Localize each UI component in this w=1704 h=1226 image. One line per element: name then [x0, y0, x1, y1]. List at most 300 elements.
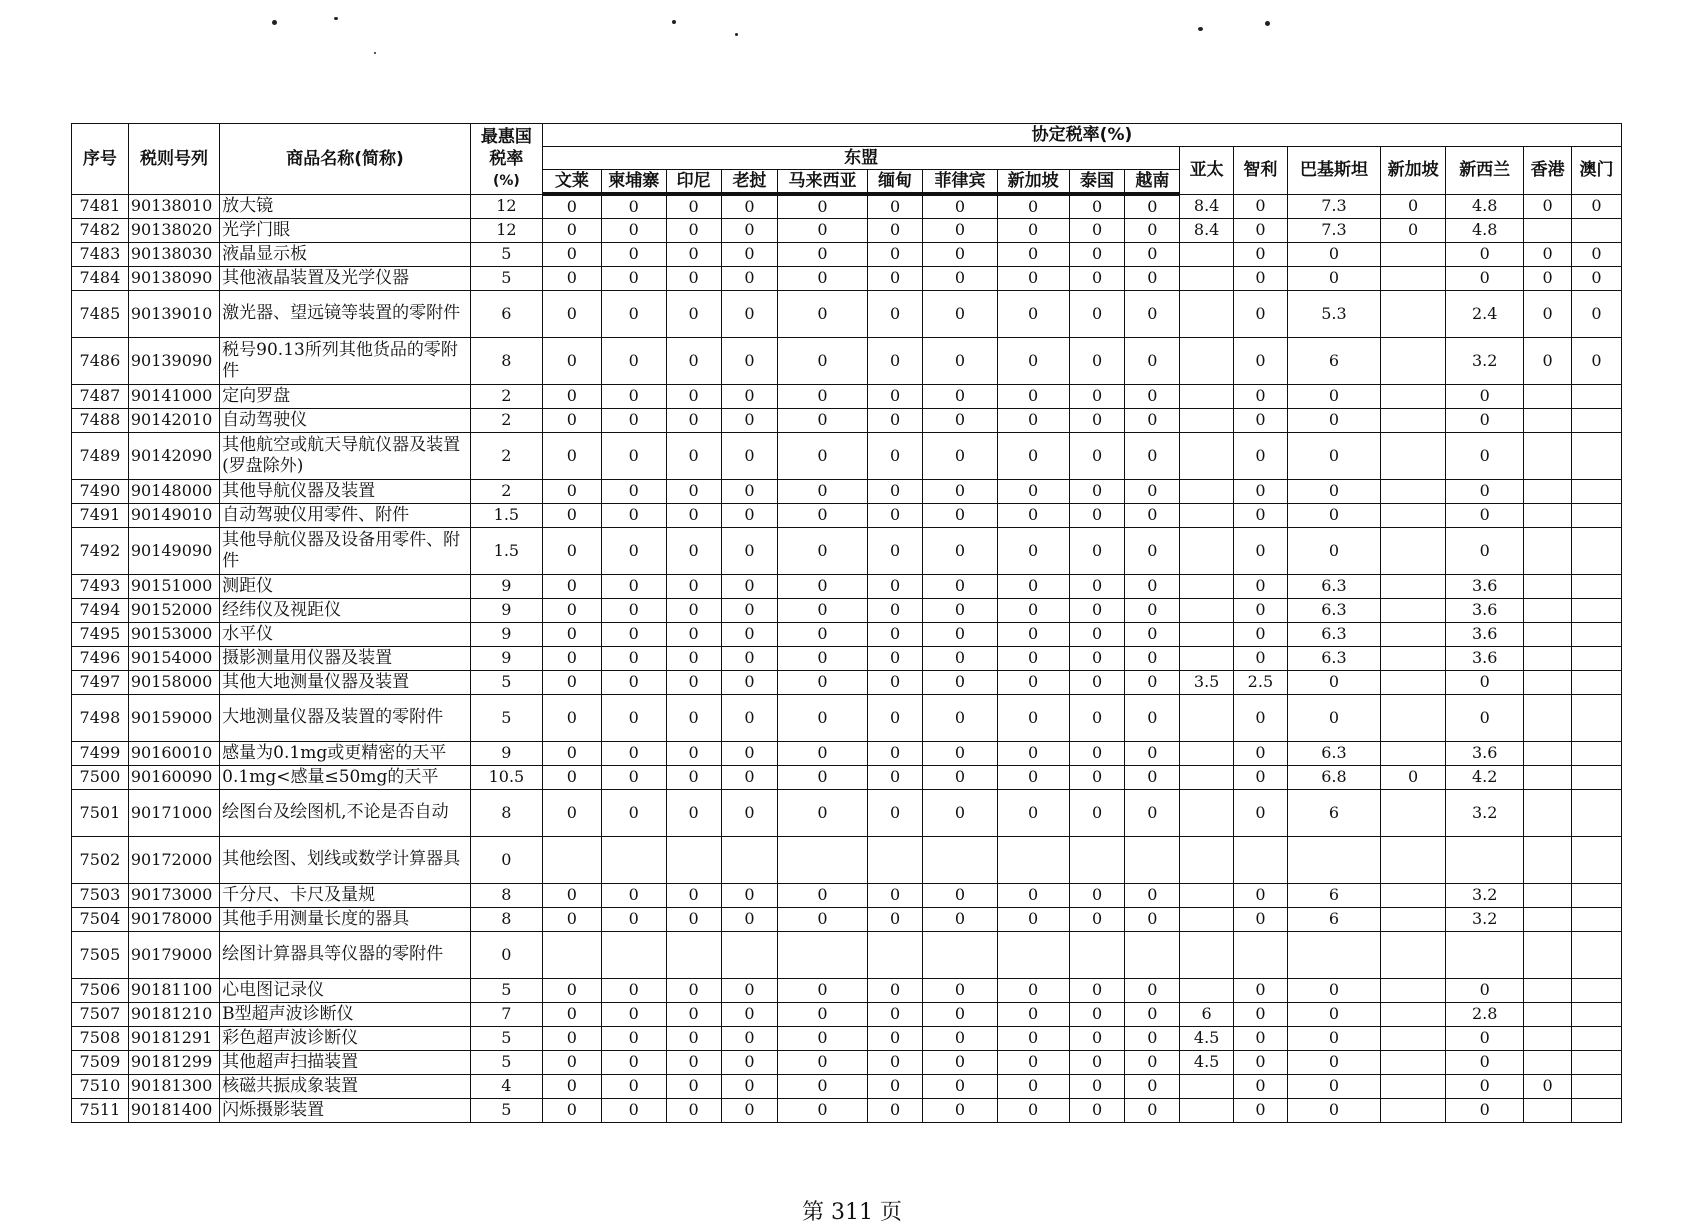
cell-agreement-rate — [1571, 646, 1621, 670]
cell-asean-rate: 0 — [923, 1002, 997, 1026]
cell-asean-rate: 0 — [1125, 694, 1180, 741]
cell-name: 液晶显示板 — [220, 242, 471, 266]
cell-agreement-rate: 0 — [1234, 907, 1288, 931]
cell-agreement-rate — [1524, 1026, 1572, 1050]
cell-asean-rate: 0 — [601, 527, 666, 574]
cell-mfn: 0 — [470, 836, 542, 883]
header-mfn-line3: (%) — [492, 172, 520, 189]
cell-agreement-rate: 0 — [1571, 290, 1621, 337]
cell-agreement-rate: 0 — [1446, 503, 1524, 527]
cell-asean-rate: 0 — [997, 646, 1069, 670]
cell-asean-rate: 0 — [997, 194, 1069, 218]
cell-agreement-rate: 0 — [1446, 978, 1524, 1002]
cell-mfn: 2 — [470, 432, 542, 479]
cell-seq: 7497 — [72, 670, 129, 694]
cell-agreement-rate — [1524, 646, 1572, 670]
cell-asean-rate: 0 — [601, 266, 666, 290]
cell-agreement-rate: 3.6 — [1446, 574, 1524, 598]
scan-speck — [672, 20, 676, 24]
cell-name: 其他导航仪器及设备用零件、附件 — [220, 527, 471, 574]
cell-agreement-rate: 3.2 — [1446, 883, 1524, 907]
cell-asean-rate — [666, 836, 721, 883]
cell-agreement-rate — [1571, 836, 1621, 883]
cell-code: 90148000 — [128, 479, 219, 503]
cell-asean-rate: 0 — [721, 1050, 778, 1074]
cell-agreement-rate — [1524, 408, 1572, 432]
cell-asean-rate: 0 — [1125, 266, 1180, 290]
header-asean-singapore: 新加坡 — [997, 170, 1069, 195]
cell-asean-rate: 0 — [666, 1098, 721, 1122]
cell-code: 90154000 — [128, 646, 219, 670]
cell-agreement-rate: 0 — [1524, 194, 1572, 218]
table-row — [72, 1026, 1622, 1050]
cell-name: 定向罗盘 — [220, 384, 471, 408]
cell-agreement-rate: 3.2 — [1446, 907, 1524, 931]
cell-asean-rate: 0 — [778, 384, 867, 408]
cell-asean-rate: 0 — [666, 1002, 721, 1026]
cell-asean-rate — [867, 836, 923, 883]
cell-asean-rate: 0 — [997, 408, 1069, 432]
cell-asean-rate: 0 — [601, 765, 666, 789]
cell-agreement-rate — [1446, 931, 1524, 978]
cell-agreement-rate — [1381, 384, 1446, 408]
cell-agreement-rate — [1524, 765, 1572, 789]
cell-code: 90139010 — [128, 290, 219, 337]
cell-agreement-rate — [1180, 266, 1234, 290]
cell-mfn: 5 — [470, 1098, 542, 1122]
cell-seq: 7503 — [72, 883, 129, 907]
cell-asean-rate: 0 — [923, 266, 997, 290]
cell-asean-rate: 0 — [778, 741, 867, 765]
cell-asean-rate: 0 — [601, 1002, 666, 1026]
cell-agreement-rate — [1524, 978, 1572, 1002]
table-row — [72, 1074, 1622, 1098]
cell-agreement-rate — [1381, 479, 1446, 503]
cell-asean-rate: 0 — [721, 479, 778, 503]
cell-name: B型超声波诊断仪 — [220, 1002, 471, 1026]
cell-agreement-rate: 0 — [1571, 194, 1621, 218]
cell-asean-rate: 0 — [867, 765, 923, 789]
cell-asean-rate: 0 — [778, 242, 867, 266]
cell-asean-rate: 0 — [778, 1002, 867, 1026]
cell-agreement-rate — [1180, 337, 1234, 384]
cell-asean-rate: 0 — [923, 337, 997, 384]
table-row — [72, 194, 1622, 218]
cell-seq: 7505 — [72, 931, 129, 978]
cell-code: 90151000 — [128, 574, 219, 598]
cell-seq: 7483 — [72, 242, 129, 266]
header-asean-myanmar: 缅甸 — [867, 170, 923, 195]
cell-mfn: 8 — [470, 789, 542, 836]
cell-agreement-rate: 0 — [1234, 646, 1288, 670]
cell-agreement-rate: 0 — [1234, 432, 1288, 479]
cell-agreement-rate — [1524, 432, 1572, 479]
cell-asean-rate: 0 — [1125, 384, 1180, 408]
cell-asean-rate: 0 — [542, 1074, 601, 1098]
cell-agreement-rate — [1571, 931, 1621, 978]
cell-agreement-rate: 0 — [1234, 527, 1288, 574]
cell-asean-rate: 0 — [778, 527, 867, 574]
cell-asean-rate: 0 — [1125, 408, 1180, 432]
cell-asean-rate: 0 — [997, 1002, 1069, 1026]
cell-asean-rate: 0 — [1069, 503, 1125, 527]
cell-asean-rate: 0 — [542, 883, 601, 907]
cell-seq: 7494 — [72, 598, 129, 622]
cell-agreement-rate — [1381, 266, 1446, 290]
cell-agreement-rate — [1381, 741, 1446, 765]
cell-agreement-rate: 0 — [1446, 670, 1524, 694]
header-seq: 序号 — [72, 124, 129, 195]
cell-asean-rate: 0 — [542, 218, 601, 242]
cell-mfn: 1.5 — [470, 503, 542, 527]
cell-asean-rate: 0 — [1125, 646, 1180, 670]
cell-agreement-rate: 0 — [1571, 242, 1621, 266]
cell-code: 90181299 — [128, 1050, 219, 1074]
cell-code: 90149010 — [128, 503, 219, 527]
cell-asean-rate — [778, 836, 867, 883]
cell-seq: 7498 — [72, 694, 129, 741]
cell-mfn: 9 — [470, 622, 542, 646]
header-macau: 澳门 — [1571, 147, 1621, 195]
cell-asean-rate: 0 — [867, 598, 923, 622]
cell-asean-rate: 0 — [867, 741, 923, 765]
cell-agreement-rate — [1180, 574, 1234, 598]
cell-mfn: 9 — [470, 741, 542, 765]
cell-agreement-rate — [1180, 883, 1234, 907]
cell-asean-rate: 0 — [542, 479, 601, 503]
header-code: 税则号列 — [128, 124, 219, 195]
cell-agreement-rate — [1381, 598, 1446, 622]
scan-speck — [272, 20, 277, 25]
cell-asean-rate: 0 — [721, 384, 778, 408]
cell-asean-rate: 0 — [997, 883, 1069, 907]
cell-agreement-rate — [1381, 408, 1446, 432]
cell-agreement-rate — [1180, 789, 1234, 836]
cell-agreement-rate: 0 — [1446, 384, 1524, 408]
cell-asean-rate: 0 — [923, 622, 997, 646]
cell-agreement-rate — [1571, 694, 1621, 741]
cell-agreement-rate: 0 — [1234, 242, 1288, 266]
cell-agreement-rate — [1180, 479, 1234, 503]
cell-asean-rate: 0 — [867, 670, 923, 694]
cell-agreement-rate — [1381, 432, 1446, 479]
cell-asean-rate: 0 — [1125, 1026, 1180, 1050]
table-row — [72, 242, 1622, 266]
cell-name: 测距仪 — [220, 574, 471, 598]
cell-asean-rate: 0 — [1069, 527, 1125, 574]
cell-asean-rate: 0 — [721, 598, 778, 622]
cell-asean-rate: 0 — [1125, 503, 1180, 527]
cell-agreement-rate: 6 — [1287, 883, 1380, 907]
cell-code: 90153000 — [128, 622, 219, 646]
cell-agreement-rate — [1381, 242, 1446, 266]
cell-agreement-rate: 4.5 — [1180, 1026, 1234, 1050]
cell-asean-rate — [1125, 836, 1180, 883]
cell-agreement-rate — [1524, 694, 1572, 741]
cell-name: 绘图台及绘图机,不论是否自动 — [220, 789, 471, 836]
cell-asean-rate: 0 — [601, 789, 666, 836]
cell-agreement-rate: 0 — [1446, 242, 1524, 266]
cell-asean-rate: 0 — [778, 1098, 867, 1122]
cell-asean-rate: 0 — [997, 1050, 1069, 1074]
cell-code: 90173000 — [128, 883, 219, 907]
cell-asean-rate: 0 — [923, 503, 997, 527]
cell-agreement-rate — [1287, 836, 1380, 883]
cell-asean-rate: 0 — [778, 574, 867, 598]
cell-asean-rate: 0 — [1125, 574, 1180, 598]
cell-asean-rate: 0 — [666, 741, 721, 765]
cell-agreement-rate — [1571, 978, 1621, 1002]
cell-asean-rate: 0 — [721, 218, 778, 242]
cell-asean-rate — [721, 931, 778, 978]
cell-agreement-rate — [1524, 1002, 1572, 1026]
cell-name: 闪烁摄影装置 — [220, 1098, 471, 1122]
cell-asean-rate: 0 — [778, 266, 867, 290]
cell-asean-rate: 0 — [1125, 670, 1180, 694]
cell-asean-rate: 0 — [778, 218, 867, 242]
cell-asean-rate: 0 — [867, 337, 923, 384]
cell-agreement-rate — [1381, 694, 1446, 741]
cell-asean-rate: 0 — [721, 574, 778, 598]
cell-name: 自动驾驶仪用零件、附件 — [220, 503, 471, 527]
cell-agreement-rate — [1180, 741, 1234, 765]
header-name: 商品名称(简称) — [220, 124, 471, 195]
cell-code: 90179000 — [128, 931, 219, 978]
cell-asean-rate: 0 — [1125, 622, 1180, 646]
cell-asean-rate: 0 — [1069, 194, 1125, 218]
cell-agreement-rate — [1524, 479, 1572, 503]
cell-agreement-rate — [1571, 883, 1621, 907]
cell-agreement-rate — [1381, 622, 1446, 646]
cell-asean-rate: 0 — [601, 598, 666, 622]
table-row — [72, 1002, 1622, 1026]
cell-asean-rate: 0 — [997, 1026, 1069, 1050]
cell-agreement-rate — [1524, 931, 1572, 978]
cell-agreement-rate: 3.6 — [1446, 598, 1524, 622]
header-asean-indonesia: 印尼 — [666, 170, 721, 195]
cell-asean-rate: 0 — [1125, 337, 1180, 384]
cell-agreement-rate: 0 — [1234, 408, 1288, 432]
cell-asean-rate: 0 — [666, 408, 721, 432]
cell-asean-rate: 0 — [666, 789, 721, 836]
cell-agreement-rate — [1180, 646, 1234, 670]
cell-asean-rate: 0 — [867, 883, 923, 907]
cell-asean-rate: 0 — [1069, 242, 1125, 266]
cell-mfn: 5 — [470, 266, 542, 290]
cell-agreement-rate: 0 — [1234, 266, 1288, 290]
cell-asean-rate: 0 — [778, 883, 867, 907]
cell-asean-rate: 0 — [1125, 883, 1180, 907]
cell-name: 光学门眼 — [220, 218, 471, 242]
cell-asean-rate: 0 — [1069, 337, 1125, 384]
table-row — [72, 432, 1622, 479]
table-row — [72, 527, 1622, 574]
cell-asean-rate: 0 — [721, 694, 778, 741]
cell-code: 90181291 — [128, 1026, 219, 1050]
cell-asean-rate — [867, 931, 923, 978]
cell-agreement-rate — [1524, 1050, 1572, 1074]
cell-asean-rate: 0 — [997, 527, 1069, 574]
header-asean-thailand: 泰国 — [1069, 170, 1125, 195]
table-row — [72, 646, 1622, 670]
cell-asean-rate: 0 — [542, 384, 601, 408]
cell-asean-rate: 0 — [1069, 1074, 1125, 1098]
cell-seq: 7488 — [72, 408, 129, 432]
table-row — [72, 978, 1622, 1002]
cell-asean-rate: 0 — [997, 218, 1069, 242]
cell-agreement-rate — [1234, 931, 1288, 978]
cell-agreement-rate: 0 — [1287, 503, 1380, 527]
cell-agreement-rate — [1571, 1074, 1621, 1098]
cell-agreement-rate — [1381, 883, 1446, 907]
cell-agreement-rate: 2.8 — [1446, 1002, 1524, 1026]
cell-code: 90181300 — [128, 1074, 219, 1098]
cell-agreement-rate — [1524, 789, 1572, 836]
cell-agreement-rate: 0 — [1234, 1050, 1288, 1074]
cell-seq: 7501 — [72, 789, 129, 836]
cell-agreement-rate — [1180, 1098, 1234, 1122]
cell-agreement-rate — [1571, 789, 1621, 836]
cell-asean-rate: 0 — [1125, 194, 1180, 218]
cell-code: 90158000 — [128, 670, 219, 694]
cell-asean-rate: 0 — [542, 408, 601, 432]
cell-name: 大地测量仪器及装置的零附件 — [220, 694, 471, 741]
cell-seq: 7491 — [72, 503, 129, 527]
cell-asean-rate: 0 — [867, 646, 923, 670]
table-row — [72, 741, 1622, 765]
cell-agreement-rate: 2.5 — [1234, 670, 1288, 694]
cell-asean-rate: 0 — [1069, 1050, 1125, 1074]
cell-name: 感量为0.1mg或更精密的天平 — [220, 741, 471, 765]
cell-agreement-rate — [1446, 836, 1524, 883]
cell-agreement-rate: 0 — [1446, 266, 1524, 290]
table-row — [72, 384, 1622, 408]
header-singapore: 新加坡 — [1381, 147, 1446, 195]
cell-seq: 7502 — [72, 836, 129, 883]
cell-asean-rate: 0 — [666, 503, 721, 527]
cell-asean-rate: 0 — [666, 218, 721, 242]
cell-asean-rate: 0 — [666, 384, 721, 408]
cell-asean-rate: 0 — [601, 290, 666, 337]
cell-agreement-rate: 0 — [1234, 694, 1288, 741]
cell-asean-rate: 0 — [721, 290, 778, 337]
cell-asean-rate: 0 — [1069, 978, 1125, 1002]
cell-name: 放大镜 — [220, 194, 471, 218]
cell-agreement-rate: 3.6 — [1446, 741, 1524, 765]
cell-mfn: 5 — [470, 1026, 542, 1050]
cell-agreement-rate — [1524, 670, 1572, 694]
cell-asean-rate: 0 — [721, 242, 778, 266]
cell-asean-rate: 0 — [601, 1074, 666, 1098]
cell-agreement-rate: 0 — [1234, 883, 1288, 907]
cell-asean-rate: 0 — [778, 432, 867, 479]
cell-agreement-rate: 0 — [1287, 432, 1380, 479]
cell-asean-rate — [542, 931, 601, 978]
cell-mfn: 12 — [470, 194, 542, 218]
cell-asean-rate: 0 — [1069, 479, 1125, 503]
cell-asean-rate: 0 — [601, 670, 666, 694]
cell-asean-rate: 0 — [666, 337, 721, 384]
cell-asean-rate: 0 — [923, 1098, 997, 1122]
cell-asean-rate: 0 — [997, 479, 1069, 503]
cell-asean-rate: 0 — [601, 479, 666, 503]
cell-seq: 7489 — [72, 432, 129, 479]
cell-asean-rate: 0 — [867, 479, 923, 503]
cell-asean-rate: 0 — [601, 622, 666, 646]
cell-mfn: 9 — [470, 598, 542, 622]
cell-agreement-rate — [1381, 836, 1446, 883]
cell-agreement-rate: 0 — [1446, 527, 1524, 574]
cell-asean-rate: 0 — [867, 503, 923, 527]
cell-agreement-rate: 0 — [1234, 741, 1288, 765]
cell-asean-rate: 0 — [1069, 1002, 1125, 1026]
cell-asean-rate: 0 — [1125, 432, 1180, 479]
table-row — [72, 290, 1622, 337]
cell-agreement-rate: 4.8 — [1446, 194, 1524, 218]
cell-agreement-rate: 0 — [1287, 1026, 1380, 1050]
cell-agreement-rate: 5.3 — [1287, 290, 1380, 337]
cell-asean-rate: 0 — [721, 1098, 778, 1122]
cell-asean-rate: 0 — [542, 907, 601, 931]
cell-asean-rate: 0 — [1125, 218, 1180, 242]
cell-agreement-rate — [1571, 479, 1621, 503]
cell-asean-rate: 0 — [997, 1098, 1069, 1122]
cell-asean-rate: 0 — [867, 384, 923, 408]
cell-agreement-rate — [1180, 836, 1234, 883]
cell-agreement-rate — [1381, 931, 1446, 978]
cell-agreement-rate — [1571, 574, 1621, 598]
header-asean-brunei: 文莱 — [542, 170, 601, 195]
cell-agreement-rate — [1381, 1026, 1446, 1050]
cell-agreement-rate — [1180, 598, 1234, 622]
cell-agreement-rate — [1180, 527, 1234, 574]
cell-asean-rate: 0 — [923, 432, 997, 479]
cell-asean-rate: 0 — [1125, 1002, 1180, 1026]
cell-asean-rate: 0 — [721, 432, 778, 479]
cell-asean-rate: 0 — [1125, 765, 1180, 789]
cell-asean-rate: 0 — [666, 622, 721, 646]
cell-asean-rate: 0 — [867, 1002, 923, 1026]
cell-agreement-rate: 8.4 — [1180, 194, 1234, 218]
cell-asean-rate: 0 — [721, 266, 778, 290]
header-asean: 东盟 — [542, 147, 1179, 170]
cell-agreement-rate: 0 — [1571, 266, 1621, 290]
cell-asean-rate: 0 — [601, 574, 666, 598]
cell-agreement-rate: 0 — [1446, 479, 1524, 503]
table-row — [72, 337, 1622, 384]
cell-agreement-rate: 0 — [1234, 978, 1288, 1002]
cell-agreement-rate: 6 — [1287, 337, 1380, 384]
cell-asean-rate: 0 — [542, 1098, 601, 1122]
cell-asean-rate: 0 — [867, 266, 923, 290]
cell-agreement-rate — [1180, 694, 1234, 741]
cell-asean-rate: 0 — [867, 978, 923, 1002]
cell-agreement-rate: 0 — [1234, 789, 1288, 836]
cell-mfn: 2 — [470, 408, 542, 432]
cell-agreement-rate: 6 — [1287, 789, 1380, 836]
cell-mfn: 8 — [470, 907, 542, 931]
cell-mfn: 2 — [470, 384, 542, 408]
cell-asean-rate: 0 — [778, 670, 867, 694]
cell-asean-rate: 0 — [867, 789, 923, 836]
cell-agreement-rate: 4.2 — [1446, 765, 1524, 789]
cell-asean-rate: 0 — [1125, 1098, 1180, 1122]
cell-seq: 7511 — [72, 1098, 129, 1122]
header-hong-kong: 香港 — [1524, 147, 1572, 195]
cell-agreement-rate — [1524, 503, 1572, 527]
cell-agreement-rate: 0 — [1234, 218, 1288, 242]
cell-code: 90142090 — [128, 432, 219, 479]
